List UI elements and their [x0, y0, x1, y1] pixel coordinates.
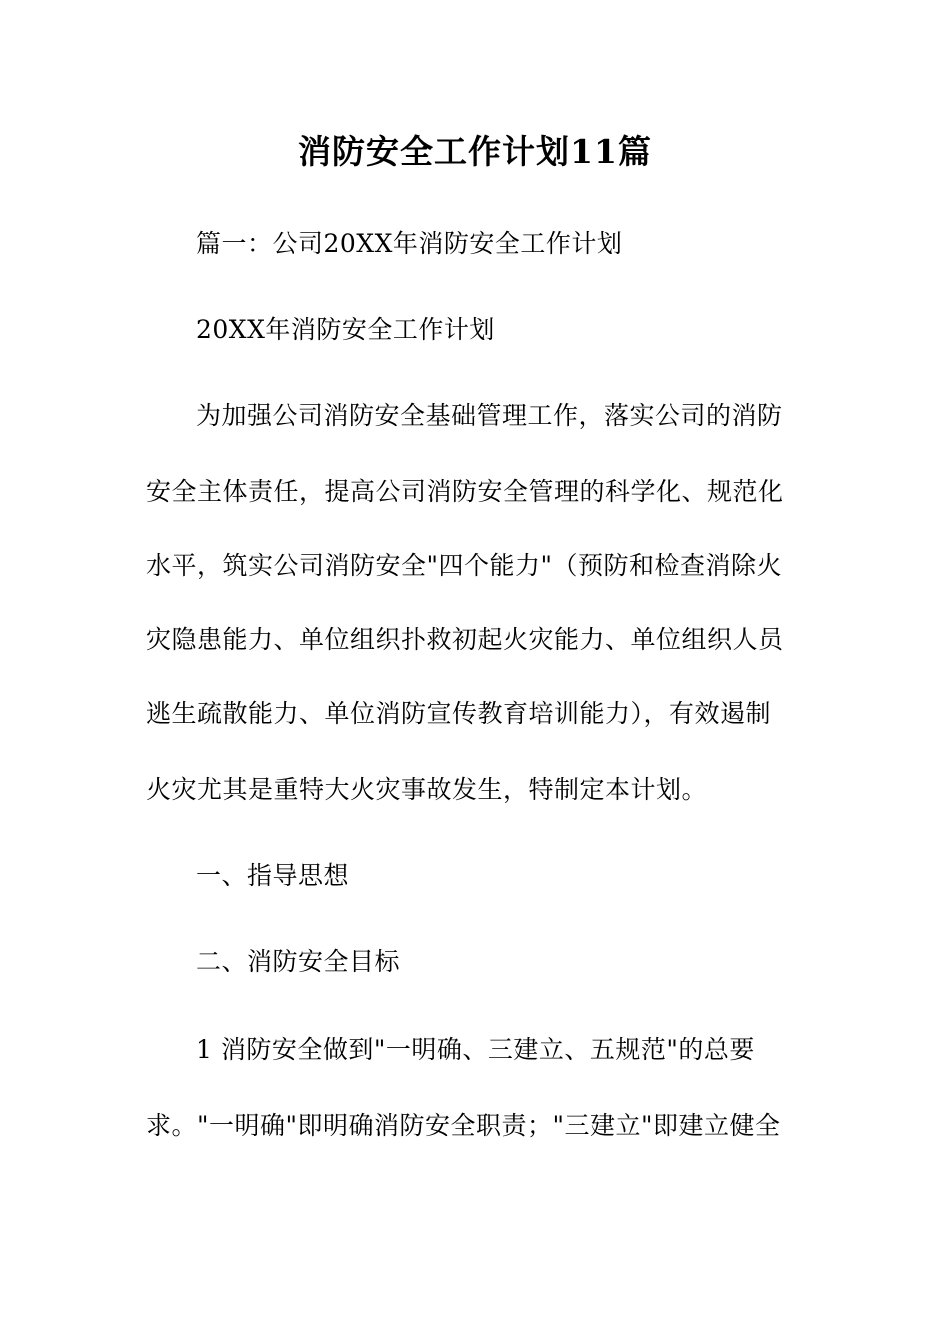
goal-item-line-1: 1 消防安全做到"一明确、三建立、五规范"的总要	[196, 1035, 755, 1064]
paragraph-line-1: 为加强公司消防安全基础管理工作，落实公司的消防	[196, 401, 783, 430]
paragraph-line-2: 安全主体责任，提高公司消防安全管理的科学化、规范化	[146, 477, 784, 506]
section-heading-part-one: 篇一：公司20XX年消防安全工作计划	[196, 229, 623, 258]
plan-subtitle: 20XX年消防安全工作计划	[196, 315, 495, 344]
paragraph-line-4: 灾隐患能力、单位组织扑救初起火灾能力、单位组织人员	[146, 625, 784, 654]
goal-item-line-2: 求。"一明确"即明确消防安全职责；"三建立"即建立健全	[146, 1111, 781, 1140]
heading-guiding-ideology: 一、指导思想	[196, 861, 350, 890]
document-title: 消防安全工作计划11篇	[298, 132, 652, 171]
heading-fire-safety-goals: 二、消防安全目标	[196, 947, 401, 976]
paragraph-line-6: 火灾尤其是重特大火灾事故发生，特制定本计划。	[146, 775, 708, 804]
paragraph-line-3: 水平，筑实公司消防安全"四个能力"（预防和检查消除火	[146, 551, 783, 580]
paragraph-line-5: 逃生疏散能力、单位消防宣传教育培训能力），有效遏制	[146, 699, 772, 728]
